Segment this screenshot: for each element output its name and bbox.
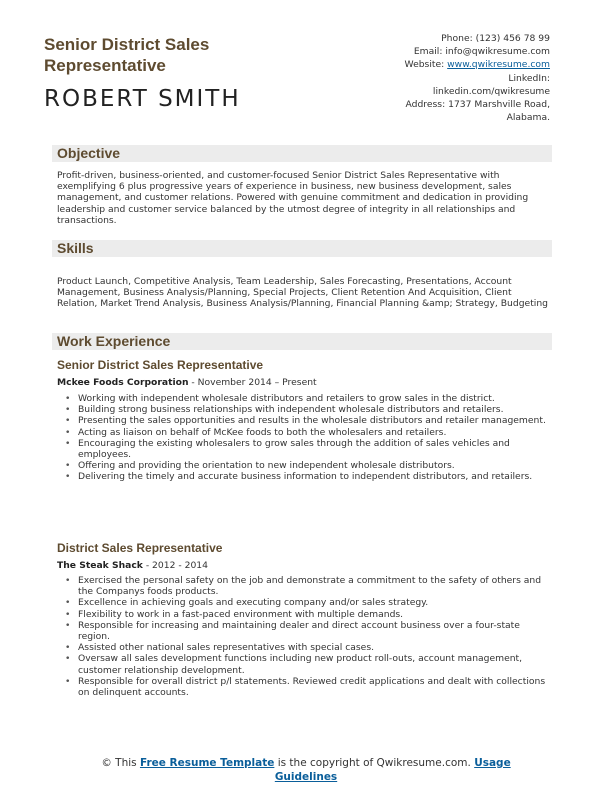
objective-heading: Objective — [57, 145, 121, 161]
website-link[interactable]: www.qwikresume.com — [447, 59, 550, 71]
list-item: • Exercised the personal safety on the job and demonstrate a commitment to the safety of others and the Companys foods products. — [57, 575, 547, 597]
contact-address-line1: Address: 1737 Marshville Road, — [405, 99, 550, 111]
job-1-company: Mckee Foods Corporation — [57, 377, 189, 388]
job-2-dates: - 2012 - 2014 — [142, 560, 208, 571]
job-2-title: District Sales Representative — [57, 541, 223, 555]
list-item: • Offering and providing the orientation to new independent wholesale distributors. — [57, 460, 547, 471]
job-2-company-line — [57, 560, 208, 571]
list-item: • Assisted other national sales representatives with special cases. — [57, 642, 547, 653]
work-heading: Work Experience — [57, 333, 171, 349]
list-item: • Presenting the sales opportunities and results in the wholesale distributors and retailer management. — [57, 415, 547, 426]
list-item: • Encouraging the existing wholesalers to grow sales through the addition of sales vehicles and employees. — [57, 438, 547, 460]
list-item: • Acting as liaison on behalf of McKee foods to both the wholesalers and retailers. — [57, 427, 547, 438]
list-item: • Responsible for overall district p/l statements. Reviewed credit applications and dealt with collections on delinquent accounts. — [57, 676, 547, 698]
skills-heading-bar — [52, 240, 552, 257]
contact-phone: Phone: (123) 456 78 99 — [441, 33, 550, 44]
usage-guidelines-link-part2[interactable]: Guidelines — [274, 771, 338, 783]
skills-text: Product Launch, Competitive Analysis, Team Leadership, Sales Forecasting, Presentations, Account Management, Business Analysis/Planning, Special Projects, Client Retention And Acquisition, Client Relation, Market Trend Analysis, Business Analysis/Planning, Financial Planning &amp; Strategy, Budgeting — [57, 276, 549, 310]
list-item: • Flexibility to work in a fast-paced environment with multiple demands. — [57, 609, 547, 620]
contact-address-line2: Alabama. — [506, 112, 550, 124]
footer — [0, 756, 612, 784]
usage-guidelines-link-part1[interactable]: Usage — [474, 757, 511, 769]
list-item: • Excellence in achieving goals and executing company and/or sales strategy. — [57, 597, 547, 608]
free-resume-template-link[interactable]: Free Resume Template — [139, 757, 275, 769]
job-2-bullets — [57, 575, 547, 698]
contact-linkedin-value: linkedin.com/qwikresume — [432, 85, 550, 97]
list-item: • Responsible for increasing and maintaining dealer and direct account business over a four-state region. — [57, 620, 547, 642]
job-1-bullets — [57, 393, 547, 483]
list-item: • Oversaw all sales development functions including new product roll-outs, account management, customer relationship development. — [57, 653, 547, 675]
job-1-title: Senior District Sales Representative — [57, 358, 264, 372]
list-item: • Working with independent wholesale distributors and retailers to grow sales in the district. — [57, 393, 547, 404]
website-label: Website: — [404, 59, 448, 71]
job-1-company-line — [57, 377, 317, 388]
list-item: • Delivering the timely and accurate business information to independent distributors, and retailers. — [57, 471, 547, 482]
objective-text: Profit-driven, business-oriented, and customer-focused Senior District Sales Representative with exemplifying 6 plus progressive years of experience in business, new business development, sales management, and customer relations. Powered with genuine commitment and dedication in providing leadership and customer service balanced by the utmost degree of integrity in all relationships and transactions. — [57, 170, 529, 226]
job-2-company: The Steak Shack — [57, 560, 143, 571]
contact-email: Email: info@qwikresume.com — [413, 46, 550, 58]
footer-middle: is the copyright of Qwikresume.com. — [274, 757, 475, 769]
candidate-name: ROBERT SMITH — [44, 86, 241, 112]
list-item: • Building strong business relationships with independent wholesale distributors and retailers. — [57, 404, 547, 415]
objective-heading-bar — [52, 145, 552, 162]
contact-linkedin-label: LinkedIn: — [508, 72, 550, 84]
skills-heading: Skills — [57, 240, 94, 256]
job-1-dates: - November 2014 – Present — [188, 377, 317, 388]
job-title-heading: Senior District Sales Representative — [44, 35, 210, 75]
footer-prefix: © This — [101, 757, 140, 769]
contact-website — [320, 58, 550, 71]
contact-block — [320, 32, 550, 124]
